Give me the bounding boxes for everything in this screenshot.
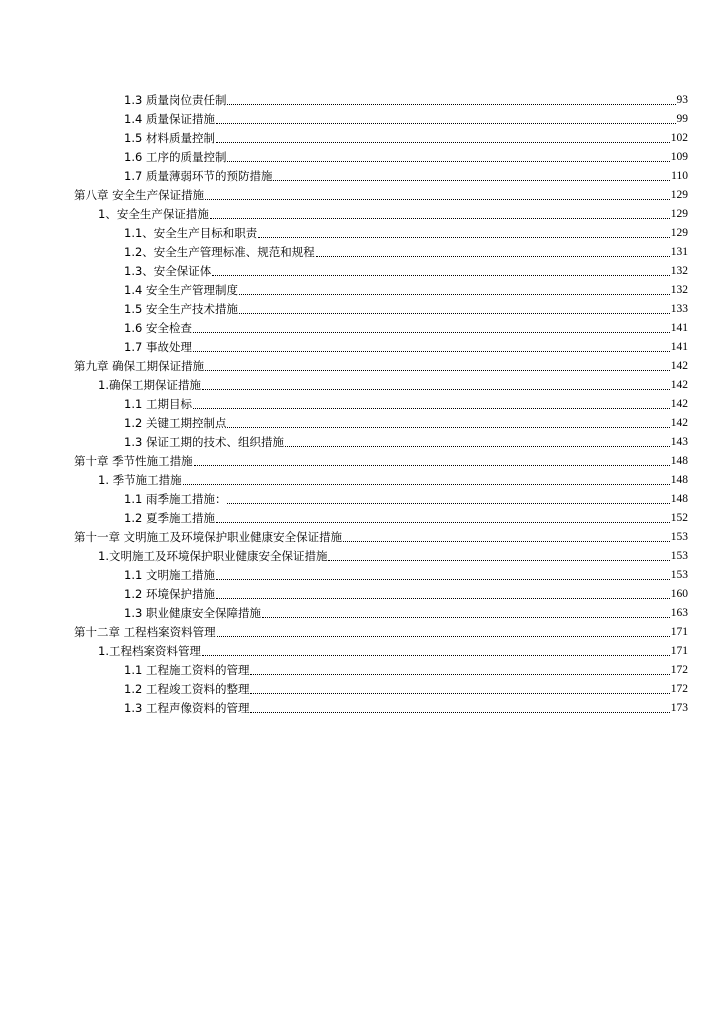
- toc-entry[interactable]: [74, 604, 688, 623]
- toc-entry-title: 1.3 保证工期的技术、组织措施: [124, 435, 284, 449]
- toc-entry[interactable]: [74, 699, 688, 718]
- toc-entry-page-number: 152: [670, 512, 688, 524]
- toc-entry-title: 1.2 工程竣工资料的整理: [124, 682, 250, 696]
- toc-entry-title: 1.6 安全检查: [124, 321, 192, 335]
- toc-dot-leader: [193, 332, 670, 333]
- toc-entry-title: 1.5 安全生产技术措施: [124, 302, 238, 316]
- toc-entry-page-number: 102: [670, 132, 688, 144]
- toc-entry[interactable]: [74, 243, 688, 262]
- toc-entry[interactable]: [74, 91, 688, 110]
- toc-entry-page-number: 143: [670, 436, 688, 448]
- toc-entry-title: 1.3 职业健康安全保障措施: [124, 606, 261, 620]
- toc-entry-title: 1.1 雨季施工措施：: [124, 492, 227, 506]
- toc-entry-title: 1.3 工程声像资料的管理: [124, 701, 250, 715]
- toc-entry-page-number: 142: [670, 379, 688, 391]
- toc-entry[interactable]: [74, 262, 688, 281]
- toc-entry-title: 1.1 文明施工措施: [124, 568, 215, 582]
- toc-dot-leader: [258, 237, 669, 238]
- toc-entry[interactable]: [74, 642, 688, 661]
- toc-dot-leader: [250, 674, 669, 675]
- toc-dot-leader: [202, 655, 670, 656]
- toc-entry-page-number: 171: [670, 626, 688, 638]
- toc-entry-page-number: 148: [670, 493, 688, 505]
- toc-entry-page-number: 153: [670, 550, 688, 562]
- toc-entry-title: 1.2 环境保护措施: [124, 587, 215, 601]
- toc-entry-page-number: 141: [670, 341, 688, 353]
- toc-dot-leader: [202, 389, 670, 390]
- toc-entry[interactable]: [74, 110, 688, 129]
- toc-entry-title: 1.5 材料质量控制: [124, 131, 215, 145]
- toc-entry[interactable]: [74, 281, 688, 300]
- toc-entry-title: 1.7 事故处理: [124, 340, 192, 354]
- toc-dot-leader: [210, 218, 670, 219]
- toc-entry[interactable]: [74, 585, 688, 604]
- toc-entry-page-number: 141: [670, 322, 688, 334]
- toc-entry-title: 第十二章 工程档案资料管理: [74, 625, 216, 639]
- toc-entry[interactable]: [74, 680, 688, 699]
- toc-entry[interactable]: [74, 129, 688, 148]
- toc-entry[interactable]: [74, 376, 688, 395]
- toc-entry-page-number: 133: [670, 303, 688, 315]
- toc-entry-page-number: 93: [676, 94, 688, 106]
- toc-dot-leader: [227, 104, 675, 105]
- toc-entry-title: 1.6 工序的质量控制: [124, 150, 227, 164]
- toc-dot-leader: [193, 408, 670, 409]
- toc-entry-title: 1.7 质量薄弱环节的预防措施: [124, 169, 273, 183]
- toc-entry-page-number: 153: [670, 569, 688, 581]
- toc-entry[interactable]: [74, 547, 688, 566]
- toc-dot-leader: [216, 142, 670, 143]
- toc-dot-leader: [183, 484, 670, 485]
- toc-entry[interactable]: [74, 148, 688, 167]
- toc-entry[interactable]: [74, 623, 688, 642]
- toc-entry-page-number: 129: [670, 189, 688, 201]
- toc-dot-leader: [227, 427, 669, 428]
- toc-dot-leader: [285, 446, 670, 447]
- toc-entry-title: 1.1、安全生产目标和职责: [124, 226, 258, 240]
- toc-entry[interactable]: [74, 300, 688, 319]
- toc-dot-leader: [193, 351, 670, 352]
- toc-entry-page-number: 132: [670, 284, 688, 296]
- toc-entry-title: 1.4 安全生产管理制度: [124, 283, 238, 297]
- toc-entry-page-number: 142: [670, 417, 688, 429]
- toc-entry-page-number: 163: [670, 607, 688, 619]
- toc-dot-leader: [239, 313, 670, 314]
- toc-entry[interactable]: [74, 224, 688, 243]
- toc-entry-title: 第九章 确保工期保证措施: [74, 359, 205, 373]
- toc-entry-page-number: 172: [670, 683, 688, 695]
- toc-entry-page-number: 171: [670, 645, 688, 657]
- toc-entry[interactable]: [74, 661, 688, 680]
- toc-entry[interactable]: [74, 186, 688, 205]
- toc-entry[interactable]: [74, 167, 688, 186]
- toc-dot-leader: [227, 161, 669, 162]
- toc-entry-page-number: 153: [670, 531, 688, 543]
- toc-dot-leader: [216, 598, 670, 599]
- toc-entry-title: 1. 季节施工措施: [98, 473, 182, 487]
- toc-entry[interactable]: [74, 357, 688, 376]
- toc-dot-leader: [239, 294, 670, 295]
- toc-dot-leader: [194, 465, 670, 466]
- toc-entry[interactable]: [74, 566, 688, 585]
- toc-entry[interactable]: [74, 509, 688, 528]
- toc-dot-leader: [216, 522, 670, 523]
- toc-entry-page-number: 172: [670, 664, 688, 676]
- toc-dot-leader: [343, 541, 670, 542]
- toc-dot-leader: [227, 503, 669, 504]
- toc-entry-title: 1.2 夏季施工措施: [124, 511, 215, 525]
- toc-entry[interactable]: [74, 490, 688, 509]
- toc-dot-leader: [212, 275, 669, 276]
- toc-entry[interactable]: [74, 414, 688, 433]
- toc-entry-page-number: 129: [670, 208, 688, 220]
- toc-dot-leader: [216, 123, 676, 124]
- toc-entry-page-number: 129: [670, 227, 688, 239]
- toc-entry[interactable]: [74, 338, 688, 357]
- toc-dot-leader: [273, 180, 670, 181]
- toc-entry-title: 1.3、安全保证体: [124, 264, 212, 278]
- toc-entry-title: 1.确保工期保证措施: [98, 378, 201, 392]
- toc-dot-leader: [205, 370, 670, 371]
- toc-entry-title: 1.文明施工及环境保护职业健康安全保证措施: [98, 549, 328, 563]
- toc-entry-page-number: 173: [670, 702, 688, 714]
- toc-entry-page-number: 148: [670, 455, 688, 467]
- toc-entry-title: 1.1 工程施工资料的管理: [124, 663, 250, 677]
- toc-entry-title: 1.3 质量岗位责任制: [124, 93, 227, 107]
- toc-entry[interactable]: [74, 528, 688, 547]
- toc-entry-title: 1、安全生产保证措施: [98, 207, 209, 221]
- toc-entry-page-number: 148: [670, 474, 688, 486]
- toc-entry-page-number: 131: [670, 246, 688, 258]
- toc-entry-title: 第八章 安全生产保证措施: [74, 188, 205, 202]
- toc-dot-leader: [250, 712, 669, 713]
- toc-entry-page-number: 110: [671, 170, 688, 182]
- toc-entry[interactable]: [74, 433, 688, 452]
- toc-entry[interactable]: [74, 395, 688, 414]
- toc-entry-page-number: 142: [670, 360, 688, 372]
- toc-entry-page-number: 160: [670, 588, 688, 600]
- toc-entry-page-number: 142: [670, 398, 688, 410]
- toc-entry[interactable]: [74, 205, 688, 224]
- toc-dot-leader: [205, 199, 670, 200]
- toc-dot-leader: [316, 256, 670, 257]
- toc-entry-title: 第十章 季节性施工措施: [74, 454, 193, 468]
- toc-entry-title: 1.2、安全生产管理标准、规范和规程: [124, 245, 315, 259]
- toc-entry-page-number: 99: [676, 113, 688, 125]
- toc-entry-page-number: 132: [670, 265, 688, 277]
- toc-entry-title: 1.2 关键工期控制点: [124, 416, 227, 430]
- toc-entry[interactable]: [74, 471, 688, 490]
- toc-entry-title: 1.1 工期目标: [124, 397, 192, 411]
- toc-entry-page-number: 109: [670, 151, 688, 163]
- toc-dot-leader: [216, 579, 670, 580]
- toc-dot-leader: [217, 636, 670, 637]
- toc-entry-title: 第十一章 文明施工及环境保护职业健康安全保证措施: [74, 530, 343, 544]
- toc-entry[interactable]: [74, 319, 688, 338]
- toc-entry-title: 1.4 质量保证措施: [124, 112, 215, 126]
- toc-dot-leader: [250, 693, 669, 694]
- table-of-contents: [74, 91, 688, 718]
- toc-entry-title: 1.工程档案资料管理: [98, 644, 201, 658]
- toc-dot-leader: [328, 560, 669, 561]
- toc-dot-leader: [262, 617, 670, 618]
- toc-entry[interactable]: [74, 452, 688, 471]
